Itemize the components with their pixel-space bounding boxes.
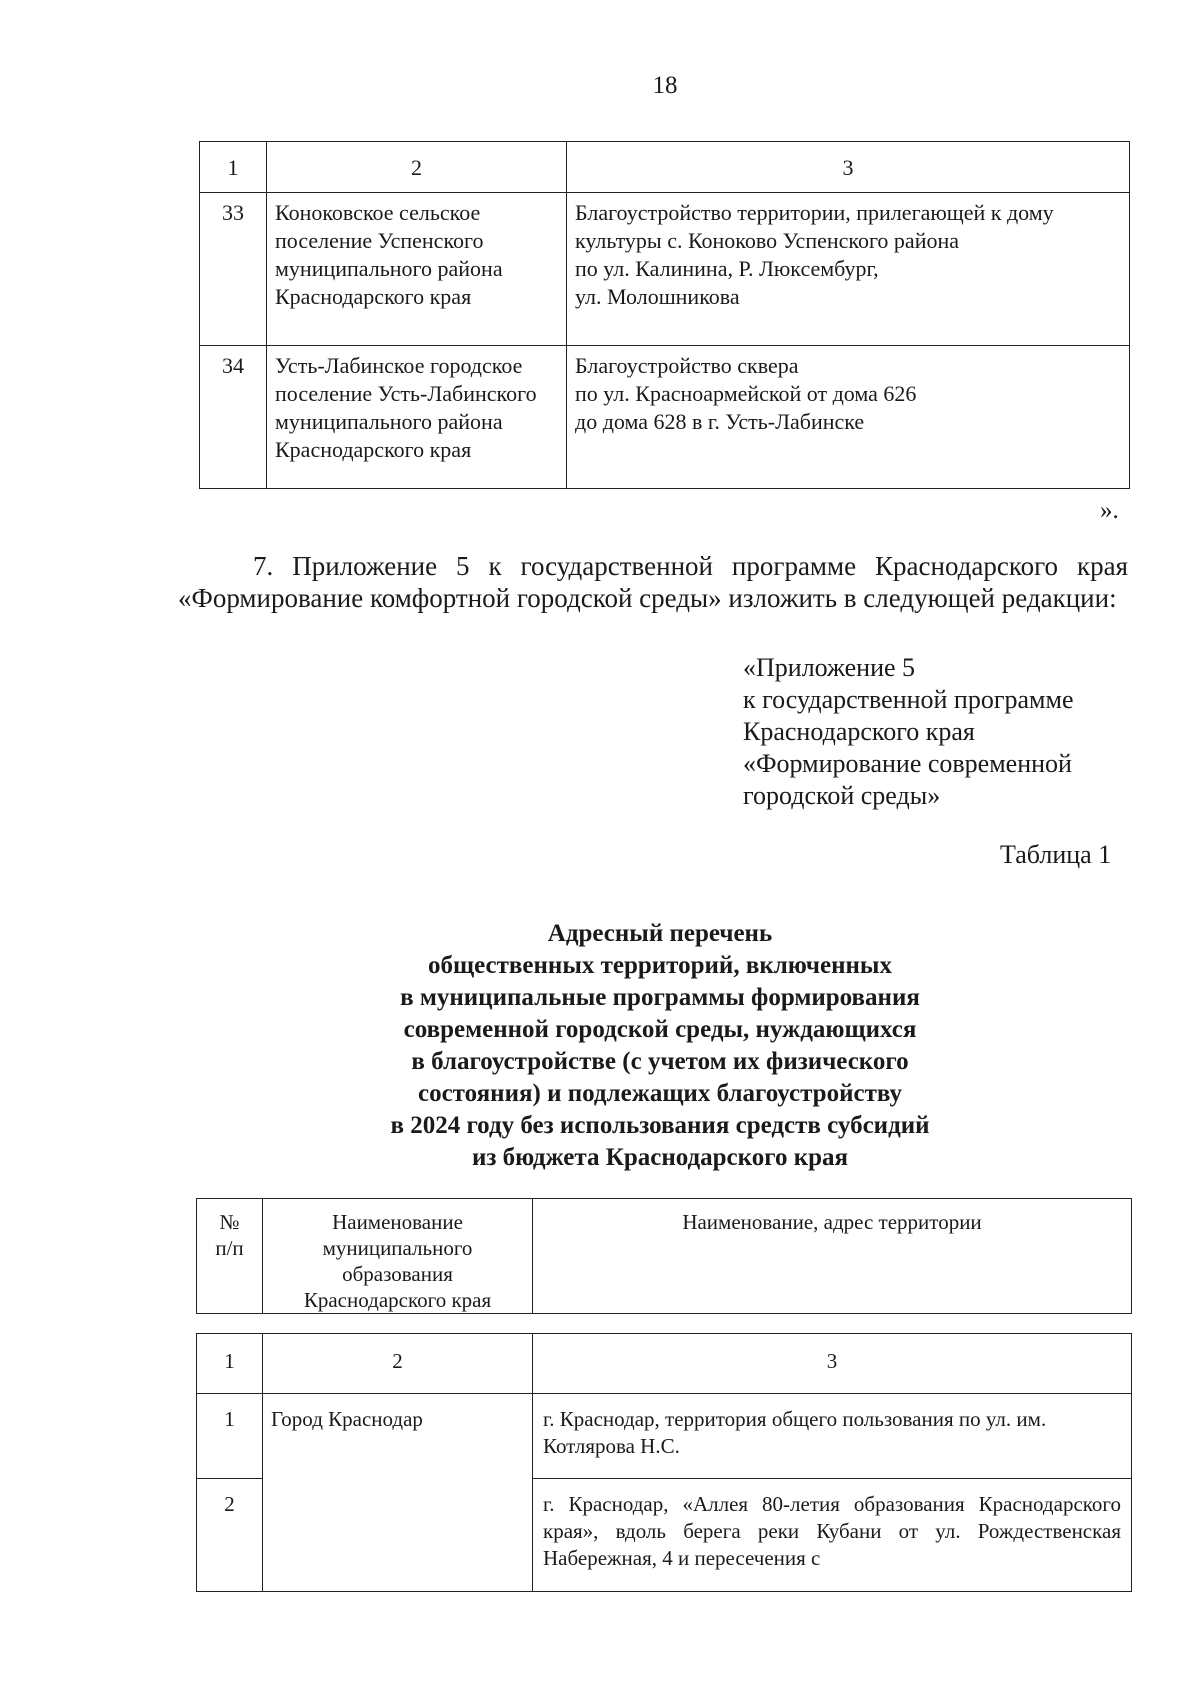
municipality-cell: Город Краснодар xyxy=(263,1394,533,1592)
text-line: «Формирование современной xyxy=(743,749,1072,778)
column-number-1: 1 xyxy=(200,142,267,193)
continued-table xyxy=(199,141,1130,489)
text-line: Краснодарского края xyxy=(743,717,975,746)
address-cell: г. Краснодар, территория общего пользования по ул. им. Котлярова Н.С. xyxy=(533,1394,1132,1479)
row-number: 34 xyxy=(200,346,267,489)
title-line: общественных территорий, включенных xyxy=(428,952,892,979)
text-line: городской среды» xyxy=(743,781,941,810)
title-line: Адресный перечень xyxy=(547,920,773,947)
text-line: Наименование xyxy=(332,1210,463,1234)
text-line: ул. Молошникова xyxy=(575,284,740,309)
row-number: 1 xyxy=(197,1394,263,1479)
text-line: культуры с. Коноково Успенского района xyxy=(575,228,960,253)
table-row xyxy=(200,193,1130,346)
text-line: Усть-Лабинское городское xyxy=(275,353,523,378)
amendment-paragraph: 7. Приложение 5 к государственной программе Краснодарского края «Формирование комфортной городской среды» изложить в следующей редакции: xyxy=(178,551,1128,613)
municipality-cell xyxy=(267,346,567,489)
title-line: в 2024 году без использования средств субсидий xyxy=(390,1112,930,1139)
text-line: по ул. Калинина, Р. Люксембург, xyxy=(575,256,879,281)
page-number: 18 xyxy=(652,72,678,99)
text-line: к государственной программе xyxy=(743,685,1074,714)
text-line: поселение Усть-Лабинского xyxy=(275,381,537,406)
text-line: Благоустройство сквера xyxy=(575,353,799,378)
closing-quote: ». xyxy=(1100,497,1119,524)
text-line: до дома 628 в г. Усть-Лабинске xyxy=(575,409,865,434)
text-line: поселение Успенского xyxy=(275,228,484,253)
row-number: 2 xyxy=(197,1479,263,1592)
column-header-number xyxy=(197,1199,263,1314)
table-row xyxy=(197,1394,1132,1479)
text-line: «Приложение 5 xyxy=(743,653,916,682)
appendix-reference xyxy=(743,652,1074,812)
row-number: 33 xyxy=(200,193,267,346)
column-number-3: 3 xyxy=(533,1334,1132,1394)
column-number-2: 2 xyxy=(267,142,567,193)
column-header-address: Наименование, адрес территории xyxy=(533,1199,1132,1314)
title-line: в муниципальные программы формирования xyxy=(400,984,920,1011)
table-row xyxy=(200,346,1130,489)
text-line: муниципального xyxy=(322,1236,473,1260)
table-column-headers xyxy=(196,1198,1132,1314)
text-line: Краснодарского края xyxy=(275,284,472,309)
title-line: в благоустройстве (с учетом их физического xyxy=(411,1048,909,1075)
text-line: Краснодарского края xyxy=(303,1288,492,1312)
title-line: состояния) и подлежащих благоустройству xyxy=(417,1080,903,1107)
column-number-2: 2 xyxy=(263,1334,533,1394)
column-number-1: 1 xyxy=(197,1334,263,1394)
column-header-row xyxy=(197,1199,1132,1314)
text-line: муниципального района xyxy=(275,409,503,434)
text-line: Краснодарского края xyxy=(275,437,472,462)
address-cell: г. Краснодар, «Аллея 80-летия образования Краснодарского края», вдоль берега реки Кубани от ул. Рождественская Набережная, 4 и пересечения с xyxy=(533,1479,1132,1592)
table-label: Таблица 1 xyxy=(1000,840,1112,869)
text-line: муниципального района xyxy=(275,256,503,281)
column-number-3: 3 xyxy=(567,142,1130,193)
table-header-row xyxy=(197,1334,1132,1394)
municipality-cell xyxy=(267,193,567,346)
text-line: образования xyxy=(342,1262,453,1286)
text-line: № xyxy=(219,1210,240,1234)
column-header-municipality xyxy=(263,1199,533,1314)
address-cell xyxy=(567,346,1130,489)
table-title xyxy=(300,918,1020,1174)
title-line: современной городской среды, нуждающихся xyxy=(403,1016,917,1043)
title-line: из бюджета Краснодарского края xyxy=(471,1144,849,1171)
text-line: Благоустройство территории, прилегающей к дому xyxy=(575,200,1054,225)
table-header-row xyxy=(200,142,1130,193)
address-table xyxy=(196,1333,1132,1592)
text-line: Коноковское сельское xyxy=(275,200,481,225)
text-line: п/п xyxy=(215,1236,244,1260)
address-cell xyxy=(567,193,1130,346)
text-line: по ул. Красноармейской от дома 626 xyxy=(575,381,917,406)
